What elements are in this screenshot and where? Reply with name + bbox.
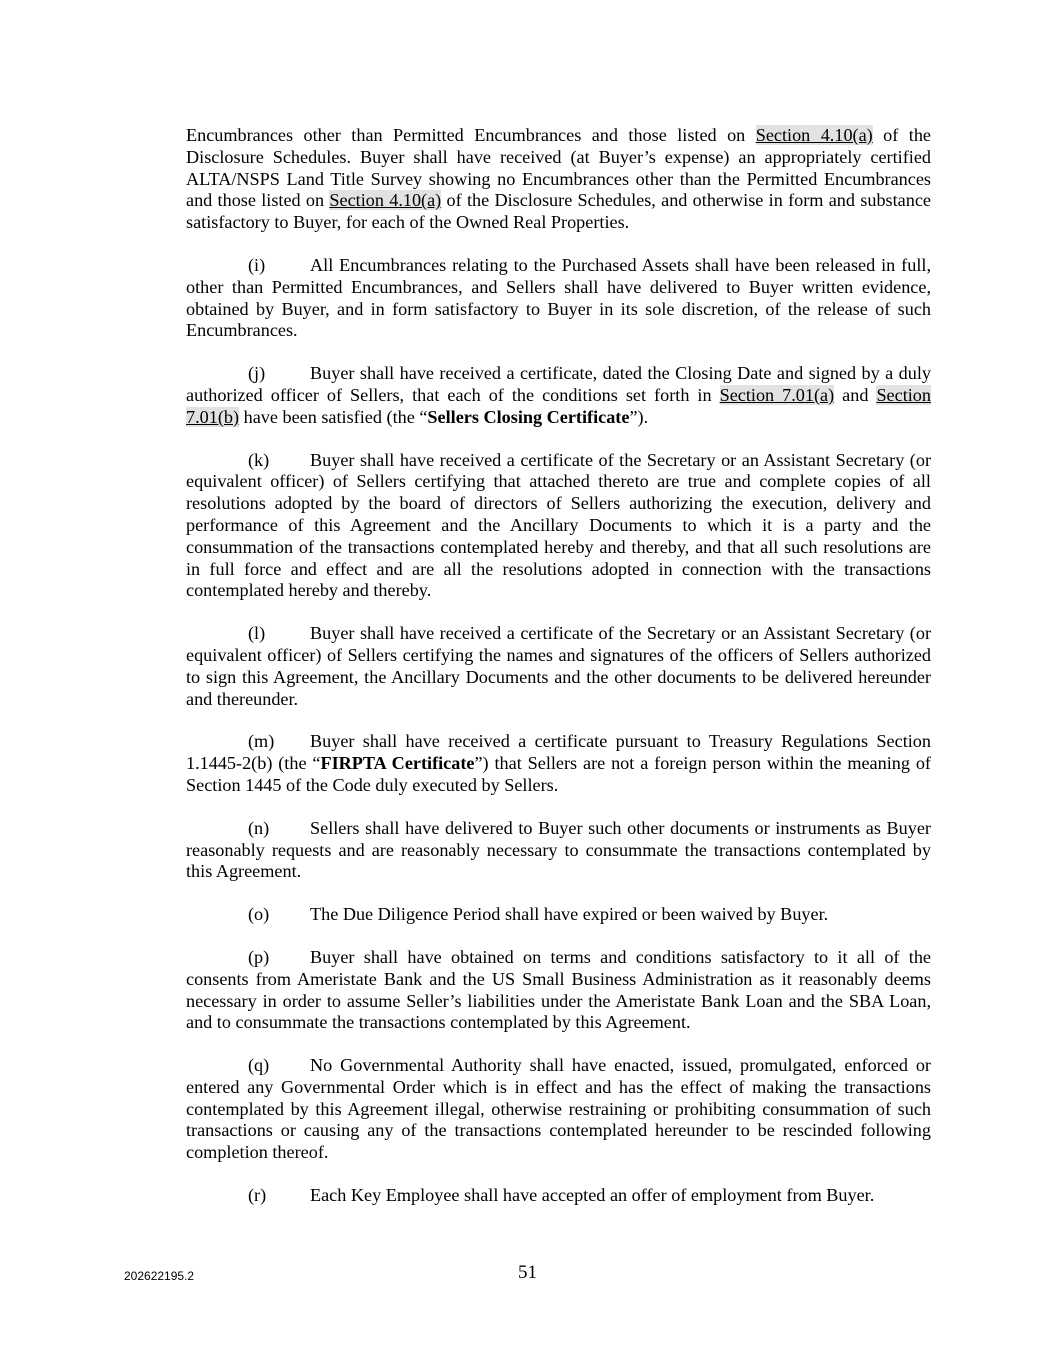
section-4-10a-link[interactable]: Section 4.10(a) — [755, 125, 873, 145]
defined-term: FIRPTA Certificate — [320, 753, 475, 774]
item-label: (q) — [248, 1055, 270, 1076]
paragraph-r: (r) Each Key Employee shall have accepted an offer of employment from Buyer. — [248, 1185, 875, 1206]
document-id: 202622195.2 — [124, 1269, 195, 1283]
paragraph-m: (m) Buyer shall have received a certificate pursuant to Treasury Regulations Section 1.1445-2(b) (the “FIRPTA Certificate”) that Sellers are not a foreign person within the meaning of Section 1445 of the Code duly executed by Sellers. — [186, 731, 931, 795]
item-label: (r) — [248, 1185, 267, 1206]
section-4-10a-link[interactable]: Section 4.10(a) — [329, 190, 442, 211]
paragraph-n: (n) Sellers shall have delivered to Buyer such other documents or instruments as Buyer reasonably requests and are reasonably necessary to consummate the transactions contemplated by this Agreement. — [186, 817, 931, 882]
item-label: (i) — [248, 254, 266, 275]
item-label: (l) — [248, 623, 266, 644]
paragraph-intro: Encumbrances other than Permitted Encumbrances and those listed on Section 4.10(a) of the Disclosure Schedules. Buyer shall have received (at Buyer’s expense) an appropriately certified ALTA/NSPS Land Title Survey showing no Encumbrances other than the Permitted Encumbrances and those listed on Section 4.10(a) of the Disclosure Schedules, and otherwise in form and substance satisfactory to Buyer, for each of the Owned Real Properties. — [186, 125, 931, 233]
item-label: (k) — [248, 449, 270, 470]
paragraph-k: (k) Buyer shall have received a certificate of the Secretary or an Assistant Secretary (or equivalent officer) of Sellers certifying that attached thereto are true and complete copies of all resolutions adopted by the board of directors of Sellers authorizing the execution, delivery and performance of this Agreement and the Ancillary Documents to which it is a party and the consummation of the transactions contemplated hereby and thereby, and that all such resolutions are in full force and effect and are all the resolutions adopted in connection with the transactions contemplated hereby and thereby. — [186, 449, 931, 601]
paragraph-p: (p) Buyer shall have obtained on terms and conditions satisfactory to it all of the consents from Ameristate Bank and the US Small Business Administration as it reasonably deems necessary in order to assume Seller’s liabilities under the Ameristate Bank Loan and the SBA Loan, and to consummate the transactions contemplated by this Agreement. — [186, 946, 931, 1033]
paragraph-j: (j) Buyer shall have received a certificate, dated the Closing Date and signed by a duly authorized officer of Sellers, that each of the conditions set forth in Section 7.01(a) and Section 7.01(b) have been satisfied (the “Sellers Closing Certificate”). — [186, 363, 931, 427]
item-label: (p) — [248, 946, 270, 967]
defined-term: Sellers Closing Certificate — [427, 406, 630, 427]
item-label: (o) — [248, 904, 270, 925]
paragraph-l: (l) Buyer shall have received a certificate of the Secretary or an Assistant Secretary (or equivalent officer) of Sellers certifying the names and signatures of the officers of Sellers authorized to sign this Agreement, the Ancillary Documents and the other documents to be delivered hereunder and thereunder. — [186, 623, 931, 709]
item-label: (m) — [248, 731, 275, 752]
paragraph-q: (q) No Governmental Authority shall have enacted, issued, promulgated, enforced or entered any Governmental Order which is in effect and has the effect of making the transactions contemplated by this Agreement illegal, otherwise restraining or prohibiting consummation of such transactions or causing any of the transactions contemplated hereunder to be rescinded following completion thereof. — [186, 1055, 931, 1163]
page-number: 51 — [518, 1262, 537, 1283]
paragraph-o: (o) The Due Diligence Period shall have expired or been waived by Buyer. — [248, 904, 829, 925]
item-label: (j) — [248, 363, 266, 384]
paragraph-i: (i) All Encumbrances relating to the Purchased Assets shall have been released in full, other than Permitted Encumbrances, and Sellers shall have delivered to Buyer written evidence, obtained by Buyer, and in form satisfactory to Buyer in its sole discretion, of the release of such Encumbrances. — [186, 254, 931, 341]
section-7-01b-link[interactable]: Section 7.01(b) — [186, 384, 931, 427]
section-7-01a-link[interactable]: Section 7.01(a) — [719, 384, 835, 405]
item-label: (n) — [248, 817, 270, 838]
document-body — [186, 125, 931, 1228]
